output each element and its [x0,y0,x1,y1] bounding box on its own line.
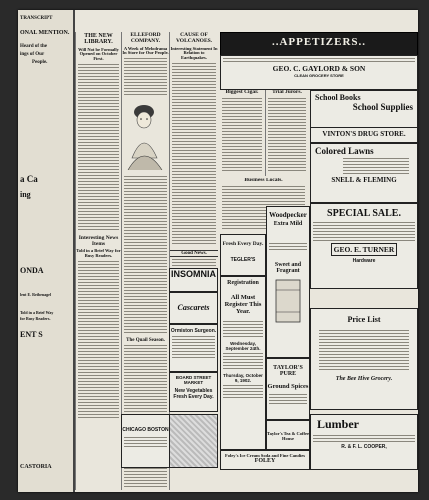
date-wednesday: Wednesday, September 24th. [225,341,261,351]
chicago-boston-heading: CHICAGO BOSTON [122,427,169,433]
ad-body [267,394,309,404]
gutter-line: ings of Our [20,52,45,57]
gutter-line: for Busy Readers. [20,316,51,321]
article-body [220,98,264,171]
foley-ice-cream-ad [220,450,310,470]
gutter-line: Told in a Brief Way [20,310,54,315]
article-body [76,261,121,418]
checkered-ad-pattern [169,414,218,468]
special-sale-heading: SPECIAL SALE. [327,208,401,219]
appetizers-heading: ..APPETIZERS.. [271,36,367,48]
insomnia-heading: INSOMNIA [171,269,216,279]
biggest-cigar-heading: Biggest Cigar. [225,90,259,95]
fresh-every-day-ad [220,234,266,276]
article-body [221,385,265,398]
headline-volcanoes: CAUSE OF VOLCANOES. [175,32,213,44]
article-body [122,58,169,98]
fresh-every-day-heading: Fresh Every Day. [222,241,264,247]
gutter-line: Heard of the [20,44,47,49]
special-sale-ad [310,203,418,289]
deck-volcanoes: Interesting Statement In Relation to Earthquakes. [170,45,218,60]
ad-body [341,158,411,174]
headline-new-library: THE NEW LIBRARY. [84,33,113,46]
price-list-heading: Price List [347,315,381,324]
turner-heading: GEO. E. TURNER [331,243,397,256]
woodpecker-tobacco-ad [266,206,310,358]
article-body [266,98,308,171]
tegler-heading: TEGLER'S [230,257,256,263]
gutter-line: CASTORIA [20,464,52,470]
hardware-label: Hardware [352,258,376,264]
school-supplies-heading: School Supplies [352,102,413,112]
article-body [221,353,265,369]
gaylord-ad [220,55,418,90]
board-street-market-ad [169,372,218,412]
trial-jurors-column [265,90,308,176]
board-street-heading: BOARD STREET MARKET [175,375,212,385]
ice-cream-heading: Foley's Ice Cream Soda and Fine Candies [225,453,305,458]
taylors-tea-heading: Taylor's Tea & Coffee House [267,431,309,441]
gutter-line: People. [32,60,48,65]
gutter-line: ENT S [20,330,43,339]
all-must-register: All Must Register This Year. [224,294,262,315]
vegetables-line: New Vegetables Fresh Every Day. [173,388,214,400]
trial-jurors-heading: Trial Jurors. [272,90,302,95]
news-column-1 [75,32,121,490]
article-body [76,64,121,234]
gutter-line: lent E. Reibenagel [20,292,51,297]
registration-heading: Registration [227,280,259,286]
article-body [122,176,169,336]
insomnia-ad [169,268,218,292]
gutter-line: ONDA [20,266,44,275]
cooper-heading: R. & F. L. COOPER, [341,444,387,450]
ad-body [122,437,169,447]
headline-quail-season: The Quail Season. [126,337,165,343]
appetizers-banner [220,32,418,56]
bee-hive-heading: The Bee Hive Grocery. [335,376,393,382]
ormiston-ad [169,324,218,372]
biggest-cigar-column [220,90,264,176]
ground-spices-heading: Ground Spices [267,383,309,390]
article-body [170,63,218,248]
sweet-fragrant-heading: Sweet and Fragrant [274,262,302,274]
ad-body [311,435,417,442]
gaylord-heading: GEO. C. GAYLORD & SON [272,64,366,73]
taylors-spices-ad [266,358,310,420]
colored-lawns-ad [310,143,418,203]
headline-interesting-news: Interesting News Items [78,234,119,247]
page-gutter [18,10,75,492]
lumber-heading: Lumber [317,417,359,431]
vintons-drug-store-ad [310,127,418,143]
small-ad-good-news: Good News. [170,250,218,257]
date-thursday: Thursday, October 9, 1902. [223,373,263,383]
gutter-line: TRANSCRIPT [20,16,53,21]
foley-heading: FOLEY [254,458,276,464]
ad-body [267,243,309,250]
price-list-ad [310,308,418,410]
gutter-line: ONAL MENTION. [20,30,70,36]
extra-mild-heading: Extra Mild [273,221,303,227]
business-locals-heading: Business Locals. [244,178,283,183]
gaylord-subheading: CLEAN GROCERY STORE [294,73,344,78]
taylors-pure-heading: TAYLOR'S PURE [273,365,303,377]
ad-body [170,336,217,358]
snell-fleming-heading: SNELL & FLEMING [331,176,397,184]
article-body [221,321,265,337]
gutter-line: a Ca [20,174,38,184]
registration-notice [220,276,266,450]
ormiston-heading: Ormiston Surgeon. [170,328,217,334]
deck-interesting-news: Told in a Brief Way for Busy Readers. [76,248,121,258]
headline-elleford: ELLEFORD COMPANY. [130,32,161,44]
deck-elleford: A Week of Melodrama In Store for Our People. [122,45,169,56]
lumber-ad [310,414,418,470]
price-list-rows [317,330,411,370]
taylors-tea-ad [266,420,310,450]
cascarets-ad [169,292,218,324]
deck-new-library: Will Not be Formally Opened on October First. [78,46,119,62]
ad-body [311,222,417,241]
school-books-ad [310,90,418,128]
ad-body [221,58,417,62]
woodpecker-heading: Woodpecker [269,211,307,219]
cascarets-logo: Cascarets [177,303,210,312]
vintons-heading: VINTON'S DRUG STORE. [322,130,406,138]
railroad-ad [121,414,170,468]
woman-portrait-illustration [122,98,169,170]
newspaper-page [18,10,418,492]
school-books-heading: School Books [315,93,361,102]
tobacco-tin-icon [268,276,308,326]
gutter-line: ing [20,190,31,199]
colored-lawns-heading: Colored Lawns [315,146,374,156]
